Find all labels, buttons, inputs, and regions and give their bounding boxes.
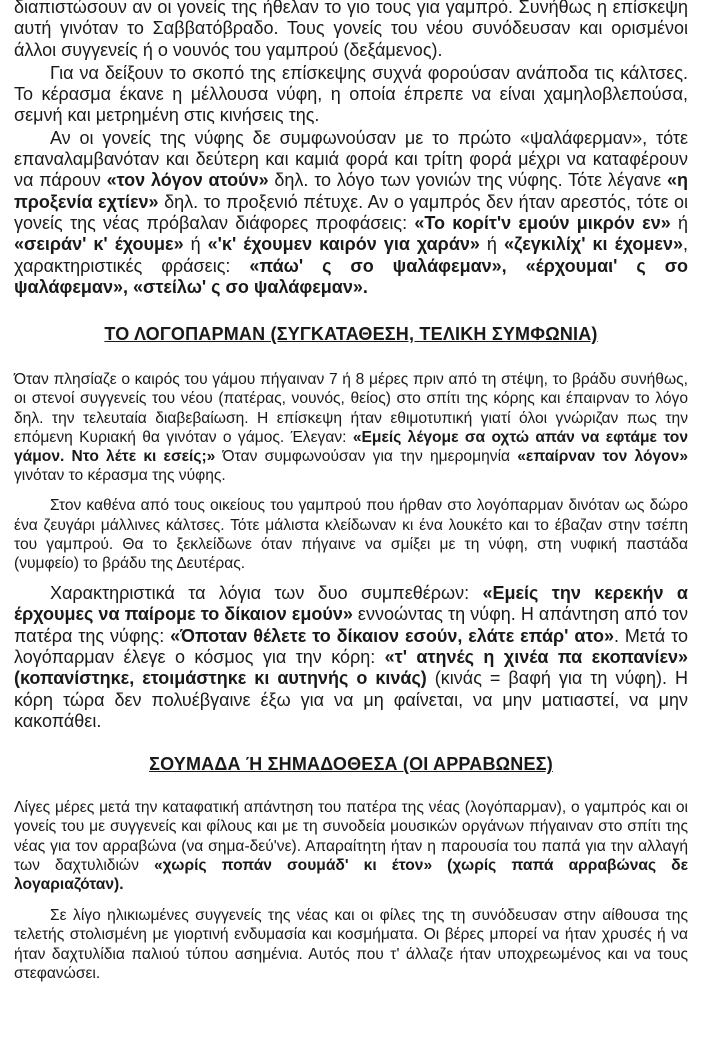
paragraph [14, 128, 688, 298]
text-run: Όταν πλησίαζε ο καιρός του γάμου πήγαιναν 7 ή 8 μέρες πριν από τη στέψη, το βράδυ συνήθως, οι στενοί συγγενείς του νέου (πατέρας, νουνός, θείος) στο σπίτι της κόρης και έπαιρναν το λόγο δηλ. την τελευταία διαβεβαίωση. Η επίσκεψη ήταν εθιμοτυπική γιατί όλοι γνώριζαν πως την επόμενη Κυριακή θα γινόταν ο γάμος. Έλεγαν: [14, 371, 688, 446]
text-run: ή [183, 234, 208, 255]
paragraph [14, 0, 688, 61]
text-run: . Μετά το λογόπαρμαν έλεγε ο κόσμος για την κόρη: [14, 625, 688, 668]
text-run: Χαρακτηριστικά τα λόγια των δυο συμπεθέρων: [50, 583, 483, 604]
text-run: γινόταν το κέρασμα της νύφης. [14, 467, 226, 485]
bold-quote: «Το κορίτ'ν εμούν μικρόν εν» [414, 212, 671, 233]
bold-quote: «Εμείς την κερεκήν α έρχουμες να παίρομε το δίκαιον εμούν» [14, 583, 688, 625]
paragraph [14, 370, 688, 485]
bold-quote: «Εμείς λέγομε σα οχτώ απάν να εφτάμε τον γάμον. Ντο λέτε κι εσείς;» [14, 428, 688, 465]
text-run: ή [479, 234, 504, 255]
text-run: Για να δείξουν το σκοπό της επίσκεψης συχνά φορούσαν ανάποδα τις κάλτσες. Το κέρασμα έκανε η μέλλουσα νύφη, η οποία έπρεπε να είναι χαμηλοβλεπούσα, σεμνή και μετρημένη στις κινήσεις της. [14, 62, 688, 126]
text-run: Στον καθένα από τους οικείους του γαμπρού που ήρθαν στο λογόπαρμαν δινόταν ως δώρο ένα ζευγάρι μάλλινες κάλτσες. Τότε μάλιστα κλείδωναν κι ένα λουκέτο και το έβαζαν στην τσέπη του γαμπρού. Θα το ξεκλείδωνε όταν πήγαινε να σμίξει με τη νύφη, στη νυφική παστάδα (νυμφείο) το βράδυ της Δευτέρας. [14, 497, 688, 572]
paragraph [14, 583, 688, 732]
bold-quote: «χωρίς ποπάν σουμάδ' κι έτον» (χωρίς παπά αρραβώνας δε λογαριαζόταν). [14, 856, 688, 894]
bold-quote: «πάω' ς σο ψαλάφεμαν», «έρχουμαι' ς σο ψαλάφεμαν», «στείλω' ς σο ψαλάφεμαν». [14, 255, 689, 297]
bold-quote: «σειράν' κ' έχουμε» [14, 234, 184, 255]
text-run: διαπιστώσουν αν οι γονείς της ήθελαν το γιο τους για γαμπρό. Συνήθως η επίσκεψη αυτή γινόταν το Σαββατόβραδο. Τους γονείς του νέου συνόδευσαν και ορισμένοι άλλοι συγγενείς ή ο νουνός του γαμπρού (δεξάμενος). [14, 0, 688, 60]
text-run: δηλ. το λόγο των γονιών της νύφης. Τότε λέγανε [268, 170, 667, 191]
bold-quote: «'κ' έχουμεν καιρόν για χαράν» [207, 234, 480, 255]
text-run: Αν οι γονείς της νύφης δε συμφωνούσαν με το πρώτο «ψαλάφερμαν», τότε επαναλαμβανόταν και δεύτερη και καμιά φορά και τρίτη φορά μέχρι να καταφέρουν να πάρουν [14, 127, 688, 191]
text-run: (κινάς = βαφή για τη νύφη). Η κόρη τώρα δεν πολυέβγαινε έξω για να μη φαίνεται, να μην ματιαστεί, να μην κακοπάθει. [14, 668, 688, 731]
text-run: δηλ. το προξενιό πέτυχε. Αν ο γαμπρός δεν ήταν αρεστός, τότε οι γονείς της νέας πρόβαλαν διάφορες προφάσεις: [14, 191, 689, 233]
bold-quote: «επαίρναν τον λόγον» [517, 447, 689, 465]
paragraph [14, 496, 688, 573]
paragraph [14, 63, 688, 127]
text-run: ή [670, 212, 689, 233]
paragraph [14, 798, 688, 894]
paragraph [14, 906, 688, 983]
text-run: εννοώντας τη νύφη. Η απάντηση από τον πατέρα της νύφης: [14, 604, 688, 646]
section-heading: ΤΟ ΛΟΓΟΠΑΡΜΑΝ (ΣΥΓΚΑΤΑΘΕΣΗ, ΤΕΛΙΚΗ ΣΥΜΦΩΝΙΑ) [104, 324, 598, 345]
text-run: Όταν συμφωνούσαν για την ημερομηνία [215, 447, 518, 465]
bold-quote: «η προξενία εχτίεν» [14, 170, 689, 212]
bold-quote: «τ' ατηνές η χινέα πα εκοπανίεν» (κοπανίστηκε, ετοιμάστηκε κι αυτηνής ο κινάς) [14, 647, 689, 689]
text-run: Λίγες μέρες μετά την καταφατική απάντηση του πατέρα της νέας (λογόπαρμαν), ο γαμπρός και οι γονείς του με συγγενείς και φίλους και με τη συνοδεία μουσικών οργάνων πήγαιναν στο σπίτι της νέας για τον αρραβώνα (να σημα-δεύ'νε). Απαραίτητη ήταν η παρουσία του παπά για την αλλαγή των δαχτυλιδιών [14, 799, 688, 874]
text-run: Σε λίγο ηλικιωμένες συγγενείς της νέας και οι φίλες της τη συνόδευσαν στην αίθουσα της τελετής στολισμένη με γιορτινή ενδυμασία και κοσμήματα. Οι βέρες μπορεί να ήταν χρυσές ή να ήταν δαχτυλίδια παλιού τύπου ασημένια. Αυτός που τ' άλλαζε ήταν υποχρεωμένος και να τους στεφανώσει. [14, 907, 688, 982]
bold-quote: «ζεγκιλίχ' κι έχομεν» [503, 234, 683, 255]
bold-quote: «τον λόγον ατούν» [106, 170, 269, 191]
text-run: , χαρακτηριστικές φράσεις: [14, 234, 688, 276]
bold-quote: «Όποταν θέλετε το δίκαιον εσούν, ελάτε επάρ' ατο» [170, 625, 614, 646]
section-heading: ΣΟΥΜΑΔΑ Ή ΣΗΜΑΔΟΘΕΣΑ (ΟΙ ΑΡΡΑΒΩΝΕΣ) [149, 754, 553, 775]
